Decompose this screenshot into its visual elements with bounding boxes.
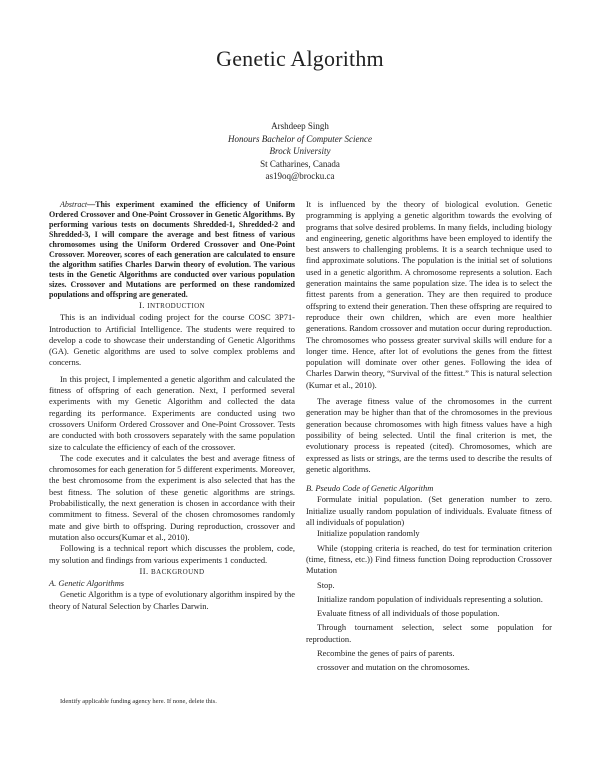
pseudo-line: Stop. xyxy=(317,579,335,590)
intro-paragraph: In this project, I implemented a genetic algorithm and calculated the fitness of offspring of each generation. Next, I performed several experiments with my Genetic Algorithm and collected the data regarding its performance. Experiments are conducted using two crossovers Uniform Ordered Crossover and One-Point Crossover. Tests are conducted with both crossovers separately with the same population size to calculate the efficiency of each of the crossover. xyxy=(49,373,295,452)
section-heading-background xyxy=(49,566,295,578)
section-heading-introduction xyxy=(49,300,295,312)
subsection-heading-genetic-algorithms: A. Genetic Algorithms xyxy=(49,578,125,589)
intro-paragraph: Following is a technical report which discusses the problem, code, my solution and findings from various experiments 1 conducted. xyxy=(49,543,295,565)
pseudo-line: While (stopping criteria is reached, do test for termination criterion (time, fitness, etc.)) Find fitness function Doing reproduction Crossover Mutation xyxy=(306,542,552,576)
pseudo-line: Initialize random population of individuals representing a solution. xyxy=(317,593,543,604)
section-numeral: II. xyxy=(139,565,152,576)
pseudo-line: Recombine the genes of pairs of parents. xyxy=(317,647,455,658)
paper-title: Genetic Algorithm xyxy=(216,46,384,71)
pseudo-code xyxy=(306,494,552,673)
funding-footnote: Identify applicable funding agency here. If none, delete this. xyxy=(60,698,217,705)
intro-paragraph: The code executes and it calculates the best and average fitness of chromosomes for each generation for 5 different experiments. Moreover, the best chromosome from the experiment is also selected that has the best fitness. The solution of these genetic algorithms are strings. Probabilistically, the next generation is chosen in accordance with their commitment to fitness. Several of the chosen chromosomes randomly mate and give birth to offspring. During reproduction, crossover and mutation also occurs(Kumar et al., 2010). xyxy=(49,452,295,542)
background-paragraph: It is influenced by the theory of biological evolution. Genetic programming is applying a genetic algorithm towards the evolving of programs that solve desired problems. In many fields, including biology and engineering, genetic algorithms have been employed to identify the best answers to challenging problems. It is a search technique used to find approximate solutions. The population is the initial set of solutions used in a genetic algorithm. A chromosome represents a solution. Each generation maintains the same population size. The idea is to select the fittest parents from a generation. They are then required to produce offspring to extend their generation. Then these offspring are required to reproduce their own children, which are even more healthier generations. Random crossover and mutation occur during reproduction. The chromosomes who possess greater survival skills will endure for a longer time. Hence, after lot of evolutions the genes from the fittest population will dominate over other genes. Following the idea of Charles Darwin theory, “Survival of the fittest.” This is natural selection (Kumar et al., 2010). xyxy=(306,199,552,390)
background-paragraph: The average fitness value of the chromosomes in the current generation may be higher than that of the chromosomes in the previous generation because chromosomes with high fitness values have a high possibility of being selected. Until the final criterion is met, the evolutionary process is repeated (cited). Chromosomes, which are expressed as lists or strings, are the terms used to describe the results of genetic algorithms. xyxy=(306,396,552,474)
section-numeral: I. xyxy=(139,300,148,310)
left-column xyxy=(49,200,295,612)
abstract-text: —This experiment examined the efficiency of Uniform Ordered Crossover and One-Point Crossover in Genetic Algorithms. By performing various tests on documents Shredded-1, Shredded-2 and Shredded-3, I will compare the average and best fitness of various chromosomes using the Uniform Ordered Crossover and One-Point Crossover. Moreover, scores of each generation are calculated to ensure the algorithm satifies Charles Darwin theory of evolution. The various tests in the Genetic Algorithms are conducted over various population sizes. Crossover and Mutations are performed on these randomized populations and offspring are generated. xyxy=(49,200,295,299)
abstract xyxy=(49,200,295,300)
author-degree: Honours Bachelor of Computer Science xyxy=(228,133,372,144)
pseudo-line: Initialize population randomly xyxy=(317,528,420,539)
pseudo-line: crossover and mutation on the chromosomes. xyxy=(317,662,470,673)
abstract-lead: Abstract xyxy=(60,200,88,209)
author-university: Brock University xyxy=(269,146,331,156)
pseudo-line: Formulate initial population. (Set generation number to zero. Initialize usually random population of individuals. Evaluate fitness of all individuals of population) xyxy=(306,494,552,528)
pseudo-line: Evaluate fitness of all individuals of those population. xyxy=(317,608,500,619)
background-paragraph: Genetic Algorithm is a type of evolutionary algorithm inspired by the theory of Natural Selection by Charles Darwin. xyxy=(49,589,295,611)
subsection-heading-pseudo-code: B. Pseudo Code of Genetic Algorithm xyxy=(306,483,434,494)
author-block xyxy=(0,120,600,183)
pseudo-line: Through tournament selection, select some population for reproduction. xyxy=(306,622,552,644)
section-title: BACKGROUND xyxy=(151,567,205,576)
right-column xyxy=(306,199,552,674)
author-location: St Catharines, Canada xyxy=(260,158,340,169)
author-email: as19oq@brocku.ca xyxy=(265,171,335,181)
intro-paragraph: This is an individual coding project for the course COSC 3P71- Introduction to Artificial Intelligence. The students were required to develop a code to showcase their understanding of Genetic Algorithms (GA). Genetic algorithms are used to solve complex problems and concerns. xyxy=(49,312,295,368)
section-title: INTRODUCTION xyxy=(147,302,205,310)
author-name: Arshdeep Singh xyxy=(271,121,329,131)
